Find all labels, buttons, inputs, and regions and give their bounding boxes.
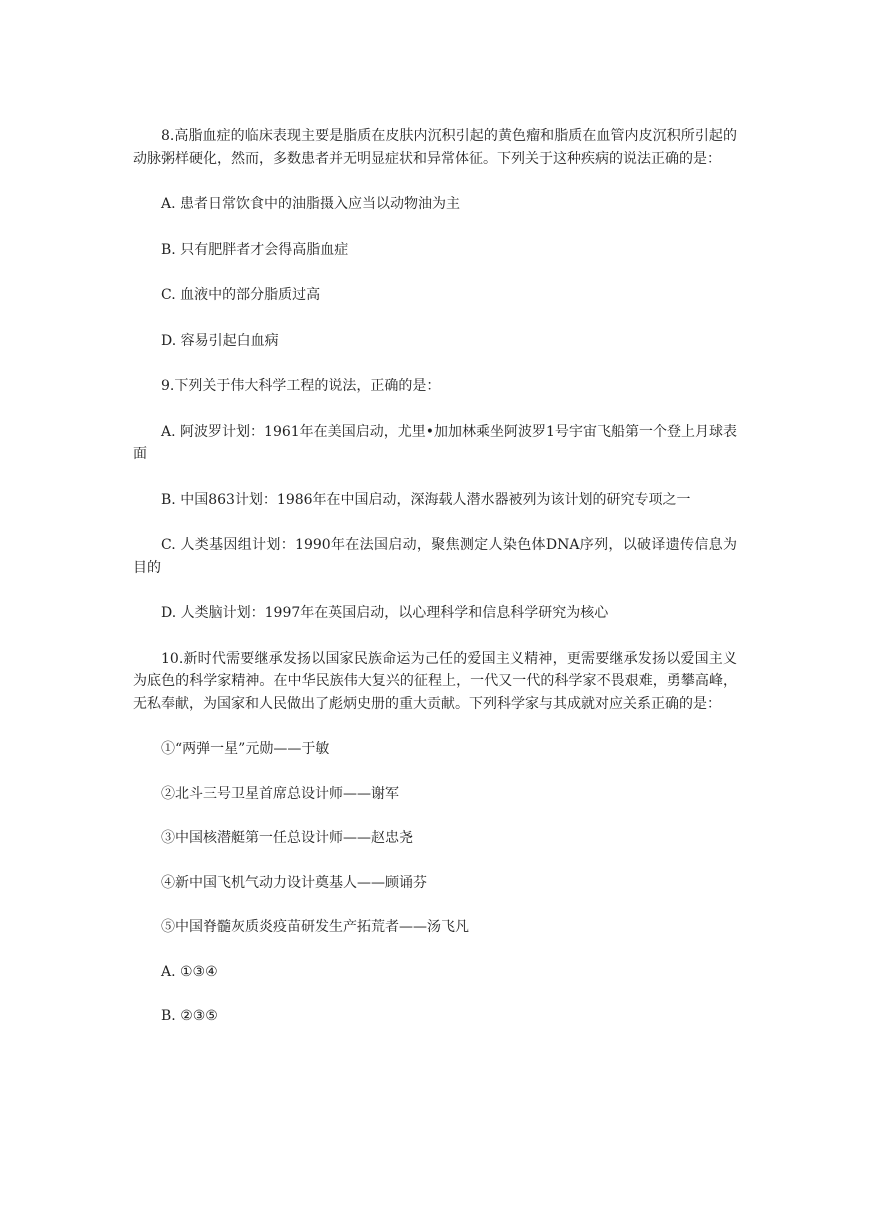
question-9-option-b: B. 中国863计划：1986年在中国启动，深海载人潜水器被列为该计划的研究专项之一 bbox=[161, 491, 691, 508]
question-10-item-4: ④新中国飞机气动力设计奠基人——顾诵芬 bbox=[161, 874, 427, 891]
question-10-item-2: ②北斗三号卫星首席总设计师——谢军 bbox=[161, 785, 399, 802]
question-9-stem: 9.下列关于伟大科学工程的说法，正确的是： bbox=[161, 378, 441, 394]
question-10-item-1: ①“两弹一星”元勋——于敏 bbox=[161, 741, 330, 757]
question-10-item-5: ⑤中国脊髓灰质炎疫苗研发生产拓荒者——汤飞凡 bbox=[161, 919, 469, 935]
document-body bbox=[133, 125, 737, 1050]
question-8-option-a: A. 患者日常饮食中的油脂摄入应当以动物油为主 bbox=[161, 196, 461, 212]
question-9-option-a: A. 阿波罗计划：1961年在美国启动，尤里•加加林乘坐阿波罗1号宇宙飞船第一个登上月球表面 bbox=[133, 423, 737, 462]
question-8-option-d: D. 容易引起白血病 bbox=[161, 332, 279, 349]
question-10-option-a: A. ①③④ bbox=[161, 963, 218, 980]
question-10-item-3: ③中国核潜艇第一任总设计师——赵忠尧 bbox=[161, 830, 413, 846]
question-9-option-c: C. 人类基因组计划：1990年在法国启动，聚焦测定人染色体DNA序列，以破译遗传信息为目的 bbox=[133, 537, 737, 576]
question-8-option-b: B. 只有肥胖者才会得高脂血症 bbox=[161, 241, 349, 258]
question-8-option-c: C. 血液中的部分脂质过高 bbox=[161, 287, 321, 303]
question-9-option-d: D. 人类脑计划：1997年在英国启动，以心理科学和信息科学研究为核心 bbox=[161, 605, 609, 621]
question-8-stem: 8.高脂血症的临床表现主要是脂质在皮肤内沉积引起的黄色瘤和脂质在血管内皮沉积所引起的动脉粥样硬化，然而，多数患者并无明显症状和异常体征。下列关于这种疾病的说法正确的是： bbox=[133, 128, 737, 167]
question-10-option-b: B. ②③⑤ bbox=[161, 1008, 218, 1024]
question-10-stem: 10.新时代需要继承发扬以国家民族命运为己任的爱国主义精神，更需要继承发扬以爱国主义为底色的科学家精神。在中华民族伟大复兴的征程上，一代又一代的科学家不畏艰难，勇攀高峰，无私奉献，为国家和人民做出了彪炳史册的重大贡献。下列科学家与其成就对应关系正确的是： bbox=[133, 650, 737, 712]
